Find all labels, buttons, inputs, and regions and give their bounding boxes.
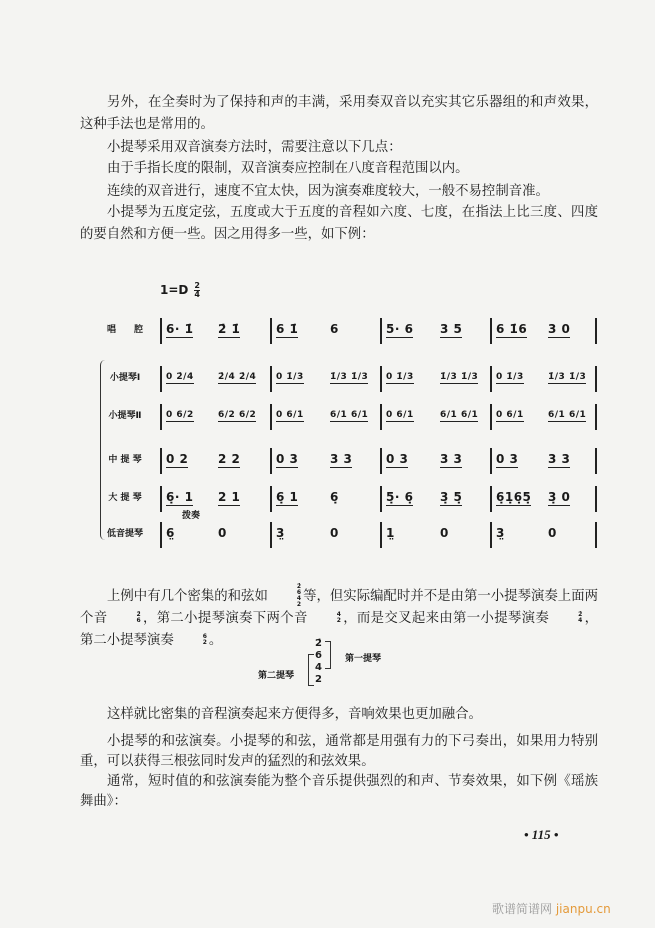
chord-figure: 2̇ 4 [578,611,583,624]
score-row [109,370,600,400]
beat: 6̣ 1 [276,490,299,504]
paragraph: 小提琴为五度定弦，五度或大于五度的音程如六度、七度，在指法上比三度、四度的要自然和方便一些。因之用得多一些，如下例： [80,205,598,242]
barline [160,486,162,512]
first-violin-label: 第一提琴 [345,654,382,664]
beat: 6 1̇6 [496,322,528,336]
barline [160,318,162,344]
barline [380,448,382,474]
paragraph: 小提琴采用双音演奏方法时，需要注意以下几点： [107,140,402,155]
beat: 3 3 [330,452,353,466]
beat: 0 [548,526,557,540]
beat: 3̤ [276,526,285,540]
double-stop-beat: 0 6/1 [276,410,304,420]
double-stop-beat: 6/1 6/1 [548,410,587,420]
beat: 6 [330,322,339,336]
chord-figure: 2̇ 6 [136,611,141,624]
score-row [108,408,600,438]
score-row [106,322,600,352]
double-stop-beat: 0 6/1 [386,410,414,420]
barline [270,404,272,430]
barline [595,486,597,512]
barline [380,318,382,344]
instrument-label: 大 提 琴 [108,493,142,503]
beat: 1̤ [386,526,395,540]
double-stop-beat: 6/2 6/2 [218,410,257,420]
barline [270,486,272,512]
barline [595,522,597,548]
beat: 3̤ [496,526,505,540]
barline [380,366,382,392]
double-stop-beat: 1̇/3 1̇/3 [548,372,587,382]
double-stop-beat: 6/1 6/1 [440,410,479,420]
paragraph: 这样就比密集的音程演奏起来方便得多，音响效果也更加融合。 [107,707,482,722]
paragraph: 连续的双音进行，速度不宜太快，因为演奏难度较大，一般不易控制音准。 [107,184,549,199]
barline [160,366,162,392]
beat: 3 0 [548,322,571,336]
beat: 0 [218,526,227,540]
instrument-label: 中 提 琴 [108,455,142,465]
barline [270,448,272,474]
barline [270,366,272,392]
beat: 6 1̇ [276,322,299,336]
beat: 2̇ 1̇ [218,322,241,336]
beat: 6· 1̇ [166,322,194,336]
beat: 6̣· 1 [166,490,194,504]
barline [595,404,597,430]
beat: 0 3 [276,452,299,466]
double-stop-beat: 6/1 6/1 [330,410,369,420]
chord-figure: 4 2 [336,611,341,624]
beat: 3 3 [548,452,571,466]
beat: 3̣ 0 [548,490,571,504]
beat: 2 2 [218,452,241,466]
score-row [108,490,600,520]
paragraph: 小提琴的和弦演奏。小提琴的和弦，通常都是用强有力的下弓奏出，如果用力特别重，可以获得三根弦同时发声的猛烈的和弦效果。 [80,734,598,769]
beat: 0 [330,526,339,540]
beat: 0 [440,526,449,540]
double-stop-beat: 0 1̇/3 [496,372,524,382]
instrument-label: 低音提琴 [106,529,143,539]
score-row [106,526,600,556]
paragraph-chords: 上例中有几个密集的和弦如 2̇ 6 4 2 等，但实际编配时并不是由第一小提琴演奏上面两个音 2̇ 6 ，第二小提琴演奏下两个音 4 2 ，而是交叉起来由第一小提琴演奏 2̇ 4 ，第二小提琴演奏 6 2 。 [80,583,599,648]
pluck-marking: 拨奏 [182,511,201,521]
score-row [108,452,600,482]
double-stop-beat: 0 6/2 [166,410,194,420]
barline [490,366,492,392]
beat: 0 3 [496,452,519,466]
chord-figure: 2̇ 6 4 2 [296,583,302,608]
barline [380,522,382,548]
score-example [100,270,600,540]
barline [270,318,272,344]
barline [595,318,597,344]
beat: 6̣1̣6̣5̣ [496,490,532,504]
beat: 3 3 [440,452,463,466]
barline [160,522,162,548]
double-stop-beat: 1̇/3 1̇/3 [330,372,369,382]
double-stop-beat: 0 1̇/3 [276,372,304,382]
paragraph: 另外，在全奏时为了保持和声的丰满，采用奏双音以充实其它乐器组的和声效果，这种手法也是常用的。 [80,95,598,132]
barline [380,404,382,430]
beat: 0 3 [386,452,409,466]
second-violin-label: 第二提琴 [258,671,295,681]
voicing-diagram: 第二提琴 第一提琴 2̇ 6 4 2 [258,638,382,685]
double-stop-beat: 1̇/3 1̇/3 [440,372,479,382]
barline [595,448,597,474]
barline [595,366,597,392]
instrument-label: 小提琴Ⅱ [108,411,142,421]
paragraph: 通常，短时值的和弦演奏能为整个音乐提供强烈的和声、节奏效果，如下例《瑶族舞曲》： [80,774,598,809]
beat: 6̣ [330,490,339,504]
watermark: 歌谱简谱网 jianpu.cn [492,902,611,916]
barline [380,486,382,512]
page-number: • 115 • [524,827,559,842]
beat: 5̣· 6̣ [386,490,414,504]
key-signature: 1=D $\frac{2}{4}$ [160,281,200,299]
barline [490,404,492,430]
barline [160,404,162,430]
double-stop-beat: 2̇/4 2̇/4 [218,372,257,382]
beat: 3 5 [440,322,463,336]
beat: 6̤ [166,526,175,540]
beat: 2 1 [218,490,241,504]
chord-figure: 6 2 [202,633,207,646]
double-stop-beat: 0 2̇/4 [166,372,194,382]
time-signature: $\frac{2}{4}$ [194,281,200,299]
barline [490,318,492,344]
barline [490,522,492,548]
beat: 5· 6 [386,322,414,336]
instrument-label: 小提琴Ⅰ [109,373,141,383]
score-brace [100,360,105,540]
barline [270,522,272,548]
barline [160,448,162,474]
double-stop-beat: 0 6/1 [496,410,524,420]
double-stop-beat: 0 1̇/3 [386,372,414,382]
barline [490,486,492,512]
barline [490,448,492,474]
beat: 3̣ 5̣ [440,490,463,504]
paragraph: 由于手指长度的限制，双音演奏应控制在八度音程范围以内。 [107,161,469,176]
instrument-label: 唱 腔 [106,325,143,335]
beat: 0 2 [166,452,189,466]
